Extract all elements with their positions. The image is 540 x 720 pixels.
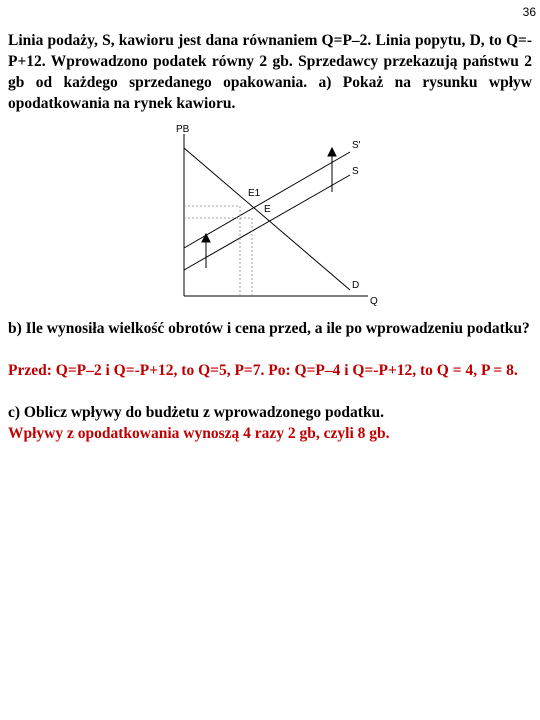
supply-shifted-label: S' <box>352 140 361 151</box>
supply-demand-diagram <box>172 120 392 310</box>
x-axis-label: Q <box>370 296 378 307</box>
supply-demand-figure <box>172 120 392 310</box>
question-c-text: c) Oblicz wpływy do budżetu z wprowadzonego podatku. <box>8 404 385 421</box>
answer-c-text: Wpływy z opodatkowania wynoszą 4 razy 2 gb, czyli 8 gb. <box>8 425 390 442</box>
page-number: 36 <box>522 5 536 19</box>
y-axis-label: PB <box>176 124 190 135</box>
demand-label: D <box>352 280 360 291</box>
shift-arrow-left <box>202 234 210 268</box>
question-a-text: Linia podaży, S, kawioru jest dana równaniem Q=P–2. Linia popytu, D, to Q=-P+12. Wprowadzono podatek równy 2 gb. Sprzedawcy przekazują państwu 2 gb od każdego sprzedanego opakowania. a) Pokaż na rysunku wpływ opodatkowania na rynek kawioru. <box>8 32 532 112</box>
shift-arrow-right <box>328 148 336 192</box>
answer-b-text: Przed: Q=P–2 i Q=-P+12, to Q=5, P=7. Po: Q=P–4 i Q=-P+12, to Q = 4, P = 8. <box>8 362 518 379</box>
supply-shifted-line <box>184 152 350 248</box>
equilibrium-new-label: E1 <box>248 188 261 199</box>
equilibrium-label: E <box>264 204 271 215</box>
supply-line <box>184 175 350 270</box>
supply-label: S <box>352 166 359 177</box>
demand-line <box>184 148 350 290</box>
question-b-text: b) Ile wynosiła wielkość obrotów i cena przed, a ile po wprowadzeniu podatku? <box>8 320 530 337</box>
